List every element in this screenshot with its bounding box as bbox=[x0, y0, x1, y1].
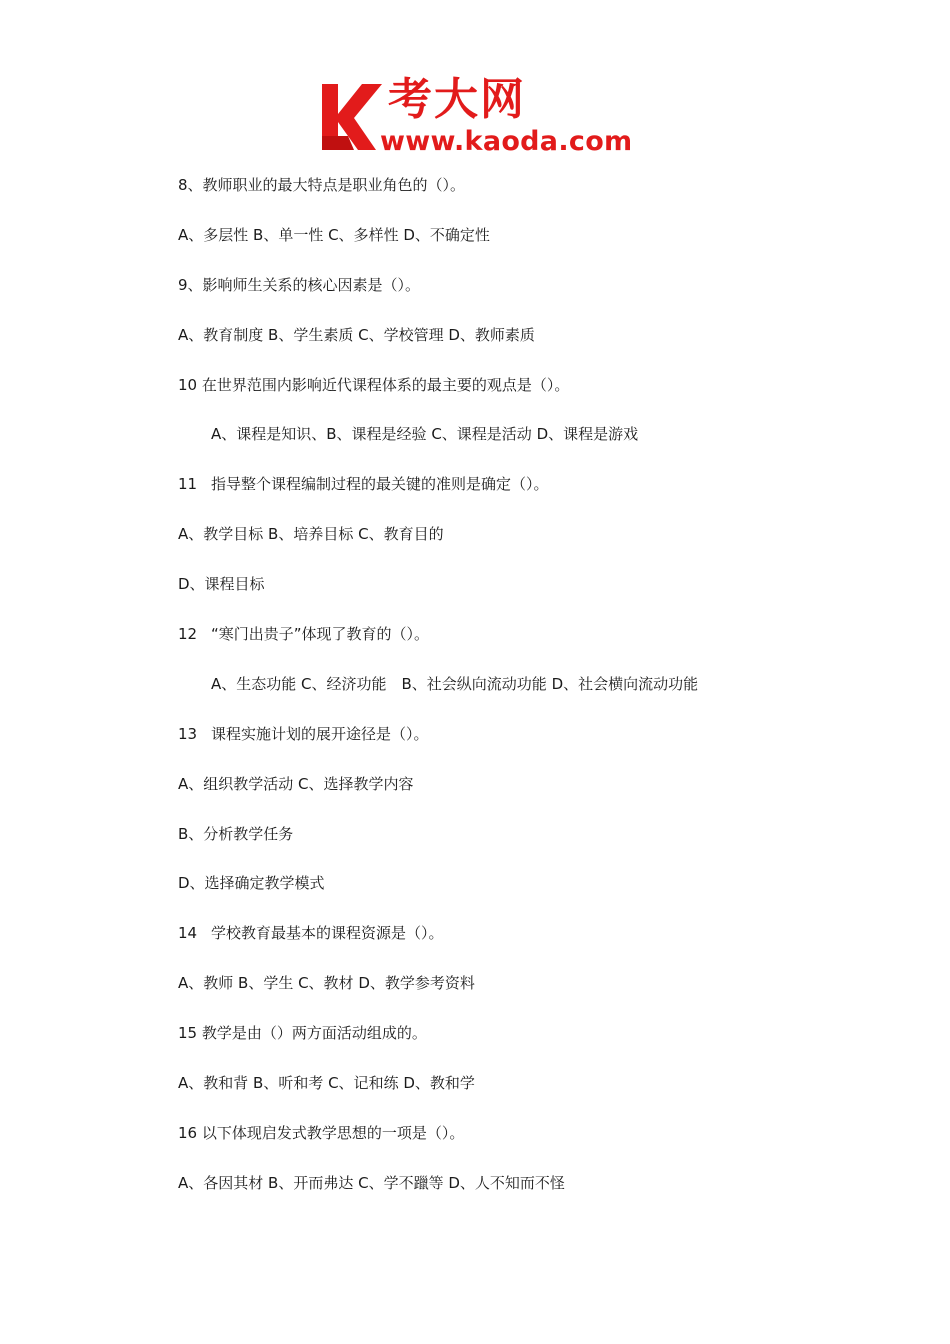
text-line bbox=[178, 970, 878, 1020]
text-line bbox=[178, 1120, 878, 1170]
line-text: B、分析教学任务 bbox=[178, 824, 294, 843]
line-text: “寒门出贵子”体现了教育的（）。 bbox=[211, 625, 430, 644]
question-number: 13 bbox=[178, 724, 198, 743]
question-number: 11 bbox=[178, 475, 198, 494]
question-list bbox=[178, 172, 878, 1220]
text-line bbox=[178, 172, 878, 222]
text-line bbox=[178, 870, 878, 920]
text-line bbox=[178, 920, 878, 970]
kaoda-logo bbox=[318, 74, 640, 160]
text-line bbox=[178, 1170, 878, 1220]
text-line bbox=[178, 521, 878, 571]
line-text: A、教学目标 B、培养目标 C、教育目的 bbox=[178, 525, 444, 544]
text-line bbox=[178, 322, 878, 372]
line-text: D、课程目标 bbox=[178, 575, 265, 594]
text-line bbox=[178, 571, 878, 621]
line-text: A、教师 B、学生 C、教材 D、教学参考资料 bbox=[178, 974, 475, 993]
text-line bbox=[178, 771, 878, 821]
question-number: 12 bbox=[178, 625, 198, 644]
line-text: A、教育制度 B、学生素质 C、学校管理 D、教师素质 bbox=[178, 325, 535, 344]
line-text: 指导整个课程编制过程的最关键的准则是确定（）。 bbox=[211, 475, 549, 494]
line-text: 学校教育最基本的课程资源是（）。 bbox=[211, 924, 444, 943]
line-text: 15 教学是由（）两方面活动组成的。 bbox=[178, 1024, 427, 1043]
question-number: 14 bbox=[178, 924, 198, 943]
line-text: A、各因其材 B、开而弗达 C、学不躐等 D、人不知而不怪 bbox=[178, 1173, 565, 1192]
line-text: D、选择确定教学模式 bbox=[178, 874, 325, 893]
logo-url-text: www.kaoda.com bbox=[380, 126, 633, 157]
text-line bbox=[178, 621, 878, 671]
line-text: 8、教师职业的最大特点是职业角色的（）。 bbox=[178, 176, 466, 194]
line-text: A、多层性 B、单一性 C、多样性 D、不确定性 bbox=[178, 225, 490, 244]
text-line bbox=[178, 1020, 878, 1070]
logo-chinese-text: 考大网 bbox=[388, 74, 526, 125]
text-line bbox=[178, 222, 878, 272]
text-line bbox=[178, 1070, 878, 1120]
line-text: 9、影响师生关系的核心因素是（）。 bbox=[178, 275, 421, 294]
line-text: 16 以下体现启发式教学思想的一项是（）。 bbox=[178, 1123, 465, 1142]
text-line bbox=[178, 372, 878, 422]
line-text: A、课程是知识、B、课程是经验 C、课程是活动 D、课程是游戏 bbox=[211, 425, 639, 444]
line-text: 课程实施计划的展开途径是（）。 bbox=[211, 724, 429, 743]
text-line bbox=[178, 671, 878, 721]
text-line bbox=[178, 272, 878, 322]
line-text: A、组织教学活动 C、选择教学内容 bbox=[178, 774, 414, 793]
text-line bbox=[178, 421, 878, 471]
line-text: A、生态功能 C、经济功能 B、社会纵向流动功能 D、社会横向流动功能 bbox=[211, 674, 699, 693]
text-line bbox=[178, 721, 878, 771]
text-line bbox=[178, 821, 878, 871]
line-text: A、教和背 B、听和考 C、记和练 D、教和学 bbox=[178, 1074, 475, 1093]
text-line bbox=[178, 471, 878, 521]
line-text: 10 在世界范围内影响近代课程体系的最主要的观点是（）。 bbox=[178, 375, 570, 394]
k-mark-icon bbox=[318, 74, 388, 160]
